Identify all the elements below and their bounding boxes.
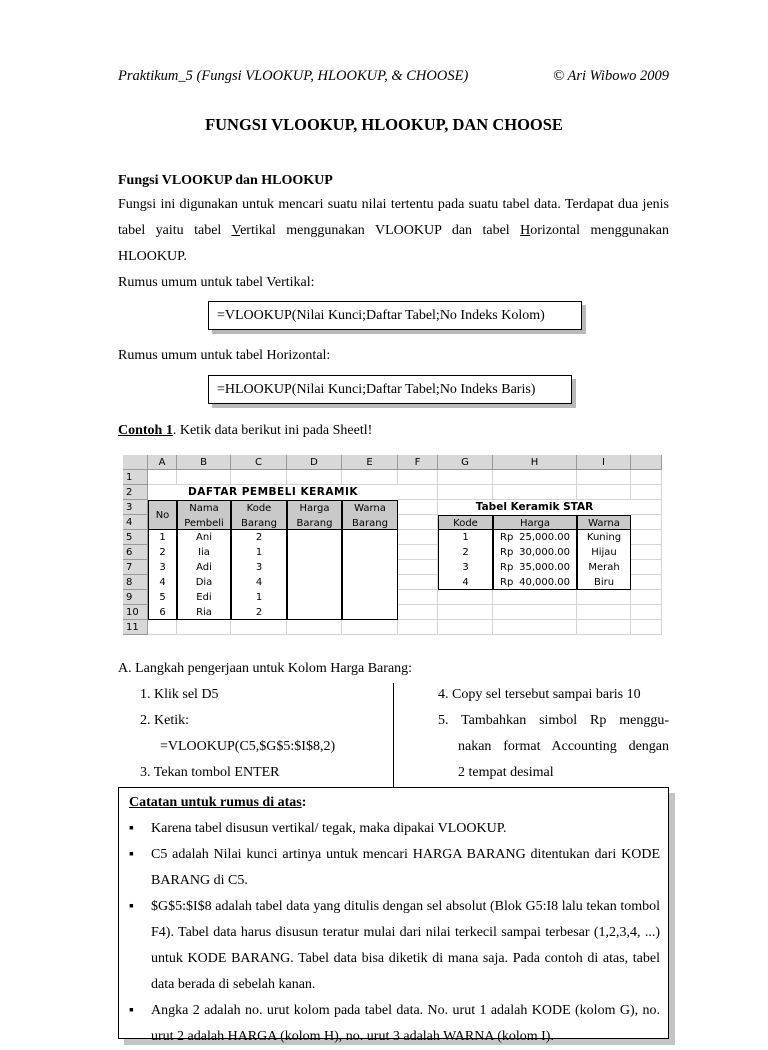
table2-header: Harga bbox=[493, 515, 577, 530]
table2-cell: Biru bbox=[577, 575, 631, 590]
row-header: 11 bbox=[123, 620, 148, 635]
table2-cell: Merah bbox=[577, 560, 631, 575]
row-header: 2 bbox=[123, 485, 148, 500]
grid-cell bbox=[577, 605, 631, 620]
document-title: FUNGSI VLOOKUP, HLOOKUP, DAN CHOOSE bbox=[205, 115, 563, 134]
grid-cell bbox=[287, 470, 342, 485]
table1-cell bbox=[287, 560, 342, 575]
grid-cell bbox=[398, 530, 438, 545]
table1-cell bbox=[342, 545, 398, 560]
price-value: 40,000.00 bbox=[519, 577, 570, 588]
grid-cell bbox=[177, 470, 231, 485]
table1-cell bbox=[287, 575, 342, 590]
grid-cell bbox=[577, 620, 631, 635]
table1-cell: 1 bbox=[231, 545, 287, 560]
table1-header-text: Barang bbox=[352, 518, 388, 529]
table1-cell: Ani bbox=[177, 530, 231, 545]
table1-cell bbox=[342, 590, 398, 605]
sheet-corner bbox=[123, 455, 148, 470]
table1-cell bbox=[342, 530, 398, 545]
table2-header: Kode bbox=[438, 515, 493, 530]
table1-cell: 1 bbox=[231, 590, 287, 605]
grid-cell bbox=[438, 620, 493, 635]
column-header: C bbox=[231, 455, 287, 470]
grid-cell bbox=[631, 515, 662, 530]
table1-cell: Edi bbox=[177, 590, 231, 605]
grid-cell bbox=[398, 470, 438, 485]
grid-cell bbox=[287, 620, 342, 635]
table2-cell: Kuning bbox=[577, 530, 631, 545]
currency-symbol: Rp bbox=[500, 577, 514, 588]
table1-cell bbox=[342, 575, 398, 590]
table1-header bbox=[342, 500, 398, 530]
column-header bbox=[631, 455, 662, 470]
steps-heading: A. Langkah pengerjaan untuk Kolom Harga Barang: bbox=[118, 661, 413, 676]
table2-cell bbox=[493, 575, 577, 590]
currency-symbol: Rp bbox=[500, 532, 514, 543]
column-header: G bbox=[438, 455, 493, 470]
table1-header bbox=[148, 500, 177, 530]
column-header: D bbox=[287, 455, 342, 470]
step-1: 1. Klik sel D5 bbox=[140, 687, 219, 702]
grid-cell bbox=[398, 545, 438, 560]
grid-cell bbox=[148, 470, 177, 485]
note-item-text: $G$5:$I$8 adalah tabel data yang ditulis dengan sel absolut (Blok G5:I8 lalu tekan tombol F4). Tabel data harus disusun teratur mulai dari nilai terkecil sampai terbesar (1,2,3,4, ...) untuk KODE BARANG. Tabel data bisa diketik di mana saja. Pada contoh di atas, tabel data berada di sebelah kanan. bbox=[151, 899, 660, 992]
vlookup-formula-box: =VLOOKUP(Nilai Kunci;Daftar Tabel;No Indeks Kolom) bbox=[208, 301, 582, 330]
grid-cell bbox=[398, 560, 438, 575]
grid-cell bbox=[398, 605, 438, 620]
currency-symbol: Rp bbox=[500, 547, 514, 558]
table1-cell bbox=[287, 590, 342, 605]
column-header: F bbox=[398, 455, 438, 470]
grid-cell bbox=[342, 470, 398, 485]
grid-cell bbox=[398, 485, 438, 500]
grid-cell bbox=[398, 500, 438, 515]
note-item-text: C5 adalah Nilai kunci artinya untuk mencari HARGA BARANG ditentukan dari KODE BARANG di C5. bbox=[151, 847, 660, 888]
table1-header-text: No bbox=[155, 510, 170, 521]
table2-cell bbox=[493, 545, 577, 560]
row-header: 7 bbox=[123, 560, 148, 575]
table1-cell: Ria bbox=[177, 605, 231, 620]
table1-header bbox=[287, 500, 342, 530]
table1-cell bbox=[287, 605, 342, 620]
note-item-text: Karena tabel disusun vertikal/ tegak, maka dipakai VLOOKUP. bbox=[151, 821, 507, 836]
grid-cell bbox=[398, 590, 438, 605]
column-divider bbox=[393, 683, 394, 788]
table1-header-text: Barang bbox=[241, 518, 277, 529]
grid-cell bbox=[493, 605, 577, 620]
table2-cell: 4 bbox=[438, 575, 493, 590]
rumus-vertikal-label: Rumus umum untuk tabel Vertikal: bbox=[118, 275, 315, 290]
intro-paragraph: Fungsi ini digunakan untuk mencari suatu nilai tertentu pada suatu tabel data. Terdapat dua jenis tabel yaitu tabel Vertikal menggunakan VLOOKUP dan tabel Horizontal menggunakan HLOOKUP. bbox=[118, 197, 670, 264]
column-header: E bbox=[342, 455, 398, 470]
row-header: 6 bbox=[123, 545, 148, 560]
grid-cell bbox=[493, 620, 577, 635]
table2-title: Tabel Keramik STAR bbox=[438, 500, 631, 515]
table1-cell: 4 bbox=[148, 575, 177, 590]
table1-cell bbox=[342, 605, 398, 620]
table2-cell bbox=[493, 560, 577, 575]
table1-title: DAFTAR PEMBELI KERAMIK bbox=[148, 485, 398, 500]
step-5-line-3: 2 tempat desimal bbox=[458, 765, 554, 780]
table1-header-text: Pembeli bbox=[184, 518, 224, 529]
contoh-line: Contoh 1. Ketik data berikut ini pada Sheetl! bbox=[118, 423, 373, 438]
note-item bbox=[119, 816, 668, 842]
note-title: Catatan untuk rumus di atas: bbox=[129, 795, 307, 810]
grid-cell bbox=[493, 590, 577, 605]
header-title: Praktikum_5 (Fungsi VLOOKUP, HLOOKUP, & CHOOSE) bbox=[118, 68, 469, 84]
grid-cell bbox=[148, 620, 177, 635]
price-value: 30,000.00 bbox=[519, 547, 570, 558]
table1-header-text: Nama bbox=[189, 503, 219, 514]
column-header: H bbox=[493, 455, 577, 470]
table1-header-text: Kode bbox=[246, 503, 272, 514]
table1-cell: 5 bbox=[148, 590, 177, 605]
grid-cell bbox=[631, 620, 662, 635]
grid-cell bbox=[631, 530, 662, 545]
table1-cell: 3 bbox=[148, 560, 177, 575]
table1-cell: Dia bbox=[177, 575, 231, 590]
step-5-line-2: nakan format Accounting dengan bbox=[458, 739, 669, 754]
note-item-text: Angka 2 adalah no. urut kolom pada tabel data. No. urut 1 adalah KODE (kolom G), no. urut 2 adalah HARGA (kolom H), no. urut 3 adalah WARNA (kolom I). bbox=[151, 1003, 660, 1044]
table2-cell: 1 bbox=[438, 530, 493, 545]
grid-cell bbox=[438, 470, 493, 485]
grid-cell bbox=[577, 485, 631, 500]
step-5-line-1: 5. Tambahkan simbol Rp menggu- bbox=[438, 713, 669, 728]
table1-cell: 4 bbox=[231, 575, 287, 590]
column-header: I bbox=[577, 455, 631, 470]
table2-cell: 2 bbox=[438, 545, 493, 560]
note-box bbox=[118, 787, 669, 1044]
grid-cell bbox=[438, 590, 493, 605]
grid-cell bbox=[438, 485, 493, 500]
row-header: 5 bbox=[123, 530, 148, 545]
spreadsheet-screenshot bbox=[123, 455, 662, 639]
row-header: 1 bbox=[123, 470, 148, 485]
bullet-icon: ▪ bbox=[129, 899, 134, 914]
row-header: 9 bbox=[123, 590, 148, 605]
grid-cell bbox=[177, 620, 231, 635]
note-item bbox=[119, 842, 668, 894]
row-header: 3 bbox=[123, 500, 148, 515]
steps-section bbox=[118, 656, 669, 682]
table2-cell: 3 bbox=[438, 560, 493, 575]
table2-header: Warna bbox=[577, 515, 631, 530]
step-3: 3. Tekan tombol ENTER bbox=[140, 765, 280, 780]
grid-cell bbox=[493, 485, 577, 500]
grid-cell bbox=[631, 470, 662, 485]
note-item bbox=[119, 998, 668, 1050]
bullet-icon: ▪ bbox=[129, 1003, 134, 1018]
price-value: 25,000.00 bbox=[519, 532, 570, 543]
grid-cell bbox=[631, 590, 662, 605]
column-header: B bbox=[177, 455, 231, 470]
step-4: 4. Copy sel tersebut sampai baris 10 bbox=[438, 687, 641, 702]
steps-right-column bbox=[438, 682, 669, 786]
grid-cell bbox=[398, 575, 438, 590]
grid-cell bbox=[631, 605, 662, 620]
table2-cell bbox=[493, 530, 577, 545]
table1-header-text: Barang bbox=[296, 518, 333, 529]
table1-cell: 6 bbox=[148, 605, 177, 620]
grid-cell bbox=[342, 620, 398, 635]
column-header: A bbox=[148, 455, 177, 470]
grid-cell bbox=[231, 620, 287, 635]
table1-cell bbox=[342, 560, 398, 575]
grid-cell bbox=[577, 470, 631, 485]
bullet-icon: ▪ bbox=[129, 821, 134, 836]
grid-cell bbox=[631, 485, 662, 500]
grid-cell bbox=[631, 545, 662, 560]
grid-cell bbox=[631, 560, 662, 575]
table1-header bbox=[177, 500, 231, 530]
table1-cell: Adi bbox=[177, 560, 231, 575]
section-heading: Fungsi VLOOKUP dan HLOOKUP bbox=[118, 173, 333, 188]
table1-cell bbox=[287, 530, 342, 545]
grid-cell bbox=[398, 620, 438, 635]
bullet-icon: ▪ bbox=[129, 847, 134, 862]
table1-header-text: Harga bbox=[299, 503, 330, 514]
table1-header-text: Warna bbox=[354, 503, 386, 514]
table1-header bbox=[231, 500, 287, 530]
table1-cell: 3 bbox=[231, 560, 287, 575]
steps-left-column bbox=[140, 682, 390, 786]
step-2: 2. Ketik: bbox=[140, 713, 189, 728]
hlookup-formula-box: =HLOOKUP(Nilai Kunci;Daftar Tabel;No Indeks Baris) bbox=[208, 375, 572, 404]
note-item bbox=[119, 894, 668, 998]
grid-cell bbox=[493, 470, 577, 485]
rumus-horizontal-label: Rumus umum untuk tabel Horizontal: bbox=[118, 348, 331, 363]
header-copyright: © Ari Wibowo 2009 bbox=[553, 68, 669, 84]
grid-cell bbox=[577, 590, 631, 605]
note-list bbox=[119, 816, 668, 1050]
row-header: 4 bbox=[123, 515, 148, 530]
grid-cell bbox=[231, 470, 287, 485]
table1-cell: Iia bbox=[177, 545, 231, 560]
grid-cell bbox=[631, 575, 662, 590]
price-value: 35,000.00 bbox=[519, 562, 570, 573]
row-header: 10 bbox=[123, 605, 148, 620]
grid-cell bbox=[631, 500, 662, 515]
page-header bbox=[118, 68, 669, 85]
grid-cell bbox=[398, 515, 438, 530]
grid-cell bbox=[438, 605, 493, 620]
table1-cell bbox=[287, 545, 342, 560]
table1-cell: 2 bbox=[231, 605, 287, 620]
step-2-formula: =VLOOKUP(C5,$G$5:$I$8,2) bbox=[160, 739, 336, 754]
currency-symbol: Rp bbox=[500, 562, 514, 573]
row-header: 8 bbox=[123, 575, 148, 590]
table2-cell: Hijau bbox=[577, 545, 631, 560]
contoh-label: Contoh 1 bbox=[118, 423, 173, 438]
table1-cell: 1 bbox=[148, 530, 177, 545]
table1-cell: 2 bbox=[148, 545, 177, 560]
table1-cell: 2 bbox=[231, 530, 287, 545]
